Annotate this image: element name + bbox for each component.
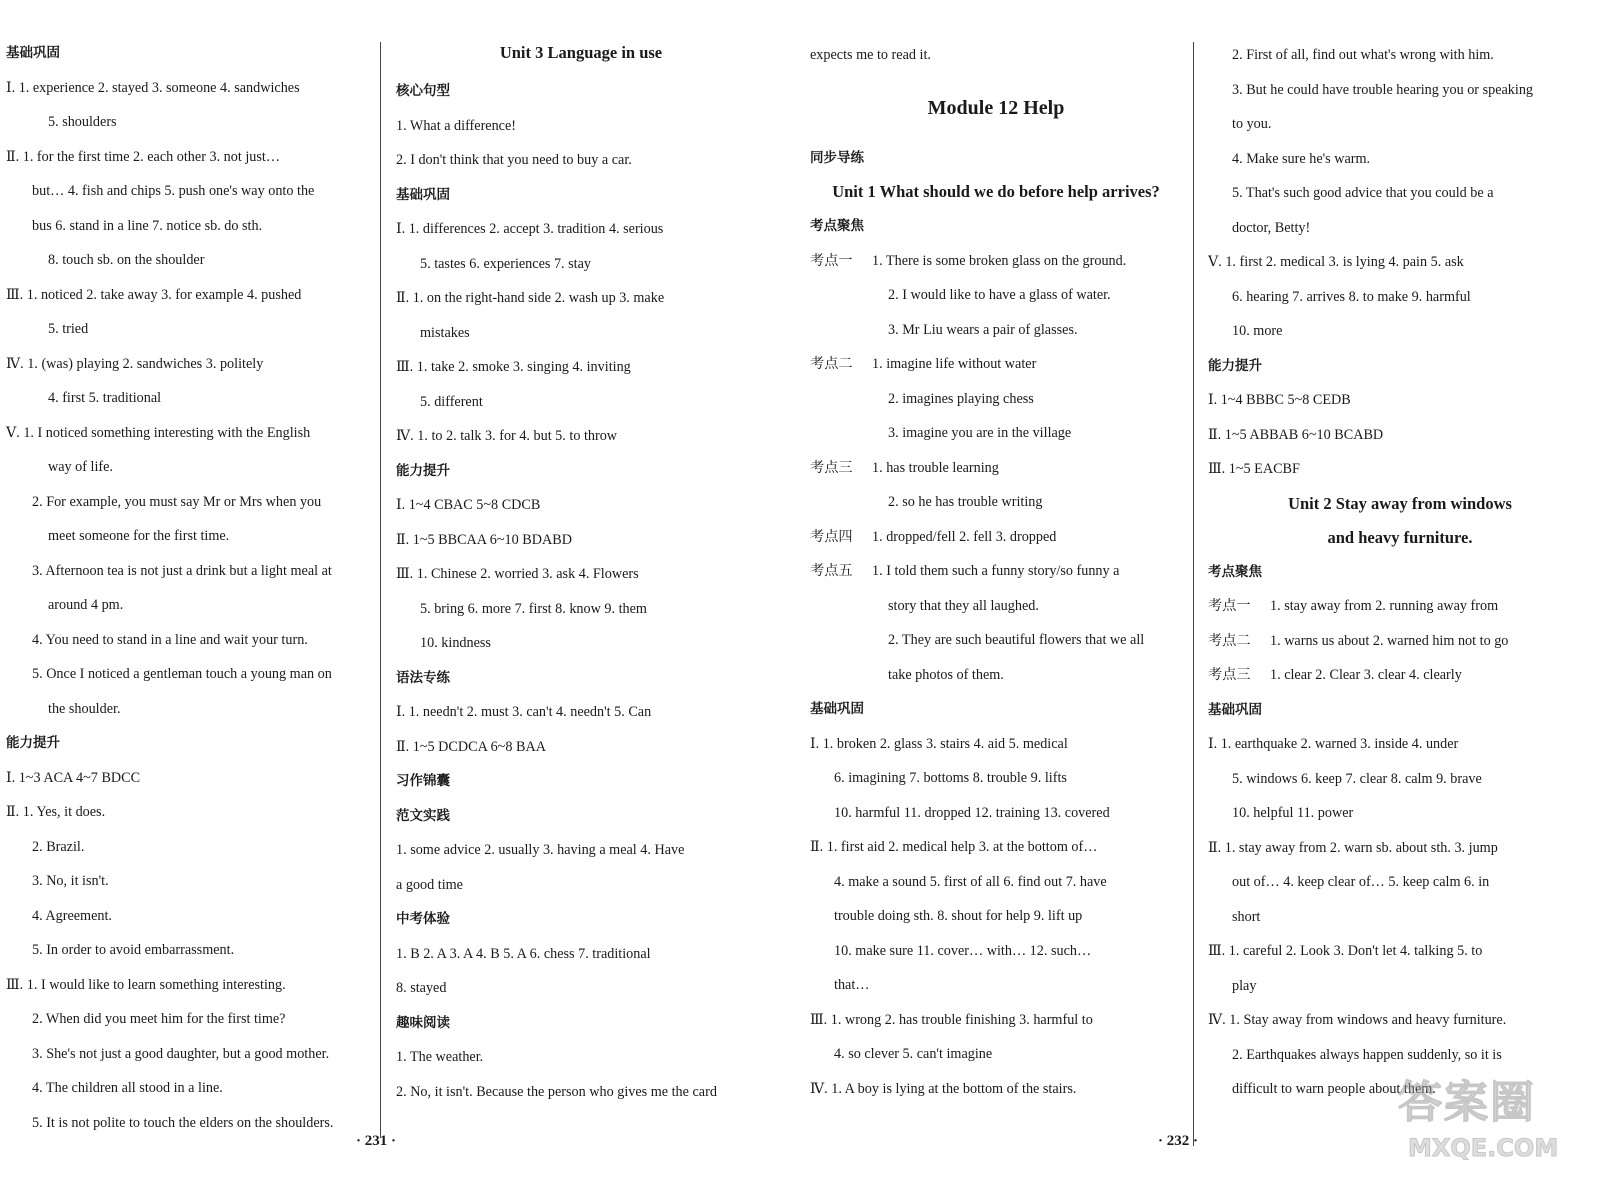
answer-line: bus 6. stand in a line 7. notice sb. do sth. (32, 217, 263, 234)
section-heading: 习作锦囊 (396, 773, 450, 789)
key-point-answer: 1. I told them such a funny story/so funny a (872, 563, 1120, 579)
answer-line: Ⅴ. 1. first 2. medical 3. is lying 4. pain 5. ask (1208, 254, 1464, 270)
answer-line: 1. What a difference! (396, 117, 517, 134)
answer-line: 2. For example, you must say Mr or Mrs when you (32, 493, 322, 510)
answer-line: mistakes (420, 324, 470, 341)
answer-line: meet someone for the first time. (48, 528, 230, 544)
answer-line: doctor, Betty! (1232, 219, 1311, 236)
answer-line: Ⅲ. 1. Chinese 2. worried 3. ask 4. Flowers (396, 566, 639, 582)
answer-line: 10. kindness (420, 635, 491, 651)
answer-line: Ⅲ. 1. careful 2. Look 3. Don't let 4. talking 5. to (1208, 943, 1483, 959)
answer-line: difficult to warn people about them. (1232, 1081, 1436, 1097)
answer-line: take photos of them. (888, 666, 1004, 683)
key-point-label: 考点三 (1208, 667, 1251, 683)
answer-line: Ⅱ. 1~5 BBCAA 6~10 BDABD (396, 531, 572, 548)
unit-title: Unit 3 Language in use (499, 43, 663, 62)
answer-line: 3. Afternoon tea is not just a drink but a light meal at (32, 562, 332, 579)
answer-line: 5. That's such good advice that you could be a (1232, 185, 1494, 201)
answer-line: Ⅳ. 1. (was) playing 2. sandwiches 3. politely (6, 355, 264, 372)
answer-line: Ⅰ. 1. needn't 2. must 3. can't 4. needn't 5. Can (396, 704, 652, 720)
answer-line: 2. No, it isn't. Because the person who gives me the card (396, 1083, 717, 1100)
section-heading: 能力提升 (6, 735, 60, 751)
answer-line: 1. B 2. A 3. A 4. B 5. A 6. chess 7. traditional (396, 945, 651, 962)
answer-line: Ⅱ. 1. first aid 2. medical help 3. at the bottom of… (810, 839, 1098, 855)
answer-line: Ⅰ. 1~4 BBBC 5~8 CEDB (1208, 392, 1351, 408)
answer-line: 2. Earthquakes always happen suddenly, so it is (1232, 1046, 1502, 1063)
answer-line: 5. In order to avoid embarrassment. (32, 942, 235, 958)
answer-line: Ⅴ. 1. I noticed something interesting with the English (6, 424, 311, 441)
unit-title: Unit 1 What should we do before help arrives? (832, 182, 1160, 201)
answer-line: around 4 pm. (48, 597, 124, 613)
section-heading: 语法专练 (396, 669, 450, 686)
answer-line: Ⅰ. 1. broken 2. glass 3. stairs 4. aid 5. medical (810, 735, 1068, 752)
answer-line: Ⅳ. 1. A boy is lying at the bottom of the stairs. (810, 1080, 1077, 1097)
answer-line: trouble doing sth. 8. shout for help 9. lift up (834, 908, 1083, 924)
unit-title: Unit 2 Stay away from windows (1288, 493, 1512, 513)
answer-line: 5. It is not polite to touch the elders on the shoulders. (32, 1114, 334, 1131)
answer-line: 2. imagines playing chess (888, 390, 1034, 407)
answer-line: 3. No, it isn't. (32, 873, 109, 889)
answer-line: 4. make a sound 5. first of all 6. find out 7. have (834, 873, 1107, 890)
answer-line: way of life. (48, 459, 114, 475)
column-divider-left (380, 42, 381, 1138)
answer-line: 2. so he has trouble writing (888, 494, 1043, 510)
section-heading: 能力提升 (396, 462, 450, 479)
key-point-answer: 1. There is some broken glass on the ground. (872, 252, 1127, 269)
answer-line: out of… 4. keep clear of… 5. keep calm 6. in (1232, 874, 1490, 890)
answer-line: Ⅲ. 1. take 2. smoke 3. singing 4. inviting (396, 359, 631, 375)
answer-line: 10. harmful 11. dropped 12. training 13. covered (834, 804, 1110, 821)
answer-line: Ⅰ. 1~3 ACA 4~7 BDCC (6, 769, 141, 786)
answer-line: 5. bring 6. more 7. first 8. know 9. them (420, 600, 647, 617)
key-point-line (1208, 658, 1592, 693)
section-heading: 能力提升 (1208, 357, 1262, 374)
key-point-line (1208, 589, 1592, 624)
answer-line: 1. The weather. (396, 1049, 484, 1065)
answer-line: Ⅱ. 1. on the right-hand side 2. wash up 3. make (396, 290, 665, 306)
answer-line: 5. tried (48, 321, 89, 337)
key-point-line (810, 451, 1182, 486)
answer-line: Ⅱ. 1. stay away from 2. warn sb. about sth. 3. jump (1208, 839, 1498, 856)
key-point-line (810, 554, 1182, 589)
answer-line: 3. imagine you are in the village (888, 425, 1072, 441)
answer-line: 5. shoulders (48, 114, 117, 130)
section-heading: 同步导练 (810, 149, 864, 166)
answer-line: 5. different (420, 393, 483, 410)
answer-line: play (1232, 977, 1257, 994)
answer-line: 5. Once I noticed a gentleman touch a young man on (32, 666, 332, 682)
column-divider-right (1193, 42, 1194, 1146)
answer-line: a good time (396, 876, 463, 893)
answer-line: 10. make sure 11. cover… with… 12. such… (834, 942, 1092, 959)
answer-line: 8. stayed (396, 980, 447, 996)
column-3-body (810, 141, 1182, 1107)
watermark-logo (1398, 1064, 1594, 1186)
answer-line: Ⅳ. 1. to 2. talk 3. for 4. but 5. to throw (396, 428, 618, 444)
answer-line: 1. some advice 2. usually 3. having a meal 4. Have (396, 842, 685, 858)
key-point-answer: 1. imagine life without water (872, 356, 1037, 372)
answer-line: that… (834, 977, 870, 993)
section-heading: 基础巩固 (396, 186, 450, 203)
key-point-line (810, 347, 1182, 382)
answer-line: 6. imagining 7. bottoms 8. trouble 9. lifts (834, 770, 1067, 786)
answer-line: Ⅱ. 1~5 ABBAB 6~10 BCABD (1208, 426, 1384, 443)
answer-line: Ⅰ. 1. earthquake 2. warned 3. inside 4. under (1208, 736, 1459, 752)
page-number-right: · 232 · (1158, 1133, 1199, 1149)
answer-line: 4. first 5. traditional (48, 390, 162, 406)
key-point-line (810, 244, 1182, 279)
answer-line: but… 4. fish and chips 5. push one's way onto the (32, 183, 315, 199)
section-heading: 考点聚焦 (810, 218, 864, 234)
answer-line: 4. You need to stand in a line and wait your turn. (32, 631, 308, 648)
key-point-line (810, 520, 1182, 555)
answer-line: Ⅲ. 1. I would like to learn something interesting. (6, 976, 286, 993)
section-heading: 基础巩固 (1208, 701, 1262, 718)
answer-column-1 (6, 36, 368, 1140)
answer-line: 3. Mr Liu wears a pair of glasses. (888, 321, 1078, 338)
answer-line: 2. I would like to have a glass of water. (888, 287, 1111, 303)
answer-line: 2. When did you meet him for the first time? (32, 1011, 286, 1027)
answer-line: 4. Make sure he's warm. (1232, 150, 1371, 167)
section-heading: 基础巩固 (6, 45, 60, 61)
answer-line: 2. I don't think that you need to buy a car. (396, 152, 632, 168)
key-point-label: 考点二 (810, 356, 853, 372)
key-point-answer: 1. clear 2. Clear 3. clear 4. clearly (1270, 667, 1462, 683)
key-point-label: 考点二 (1208, 632, 1251, 649)
answer-line: 10. more (1232, 323, 1283, 339)
answer-line: 4. so clever 5. can't imagine (834, 1046, 993, 1062)
answer-line: Ⅳ. 1. Stay away from windows and heavy furniture. (1208, 1012, 1507, 1028)
continued-line: expects me to read it. (810, 47, 931, 63)
answer-line: Ⅰ. 1. differences 2. accept 3. tradition 4. serious (396, 221, 664, 237)
answer-column-3 (810, 38, 1182, 1106)
answer-column-4 (1208, 38, 1592, 1107)
answer-line: 4. The children all stood in a line. (32, 1080, 223, 1096)
answer-line: 4. Agreement. (32, 907, 112, 924)
key-point-answer: 1. stay away from 2. running away from (1270, 598, 1499, 614)
answer-line: 3. She's not just a good daughter, but a good mother. (32, 1045, 330, 1062)
unit-title: and heavy furniture. (1327, 527, 1473, 547)
key-point-label: 考点五 (810, 563, 853, 579)
key-point-label: 考点三 (810, 459, 853, 476)
answer-line: to you. (1232, 116, 1272, 132)
watermark-url: MXQE.COM (1408, 1134, 1559, 1162)
answer-line: the shoulder. (48, 700, 121, 717)
section-heading: 核心句型 (396, 83, 450, 99)
key-point-label: 考点四 (810, 528, 853, 545)
key-point-label: 考点一 (1208, 598, 1251, 614)
key-point-label: 考点一 (810, 252, 853, 269)
answer-line: Ⅲ. 1. noticed 2. take away 3. for example 4. pushed (6, 286, 302, 303)
answer-line: Ⅰ. 1. experience 2. stayed 3. someone 4. sandwiches (6, 79, 300, 96)
answer-line: 3. But he could have trouble hearing you or speaking (1232, 81, 1534, 98)
answer-line: Ⅱ. 1. for the first time 2. each other 3. not just… (6, 148, 281, 165)
section-heading: 趣味阅读 (396, 1014, 450, 1031)
section-heading: 基础巩固 (810, 701, 864, 717)
answer-line: 5. tastes 6. experiences 7. stay (420, 255, 591, 272)
section-heading: 中考体验 (396, 911, 450, 927)
watermark-logo-text: 答案圈 (1398, 1077, 1536, 1128)
page-number-left: · 231 · (356, 1133, 397, 1149)
module-title: Module 12 Help (927, 96, 1065, 119)
answer-line: story that they all laughed. (888, 597, 1039, 614)
key-point-answer: 1. dropped/fell 2. fell 3. dropped (872, 528, 1057, 545)
section-heading: 考点聚焦 (1208, 563, 1262, 580)
key-point-answer: 1. warns us about 2. warned him not to go (1270, 632, 1509, 649)
answer-line: short (1232, 908, 1261, 925)
answer-line: 8. touch sb. on the shoulder (48, 252, 205, 268)
key-point-answer: 1. has trouble learning (872, 459, 999, 476)
answer-line: 6. hearing 7. arrives 8. to make 9. harmful (1232, 288, 1471, 305)
answer-line: Ⅲ. 1. wrong 2. has trouble finishing 3. harmful to (810, 1011, 1093, 1028)
answer-line: 5. windows 6. keep 7. clear 8. calm 9. brave (1232, 770, 1482, 787)
answer-line: 10. helpful 11. power (1232, 805, 1354, 821)
answer-line: Ⅲ. 1~5 EACBF (1208, 461, 1300, 477)
answer-line: Ⅱ. 1~5 DCDCA 6~8 BAA (396, 738, 546, 755)
section-heading: 范文实践 (396, 807, 450, 824)
answer-line: Ⅱ. 1. Yes, it does. (6, 804, 106, 820)
answer-line: 2. Brazil. (32, 838, 85, 855)
answer-line: Ⅰ. 1~4 CBAC 5~8 CDCB (396, 497, 541, 513)
answer-column-2 (396, 36, 766, 1109)
answer-line: 2. They are such beautiful flowers that we all (888, 632, 1145, 648)
answer-line: 2. First of all, find out what's wrong with him. (1232, 47, 1494, 63)
key-point-line (1208, 624, 1592, 659)
